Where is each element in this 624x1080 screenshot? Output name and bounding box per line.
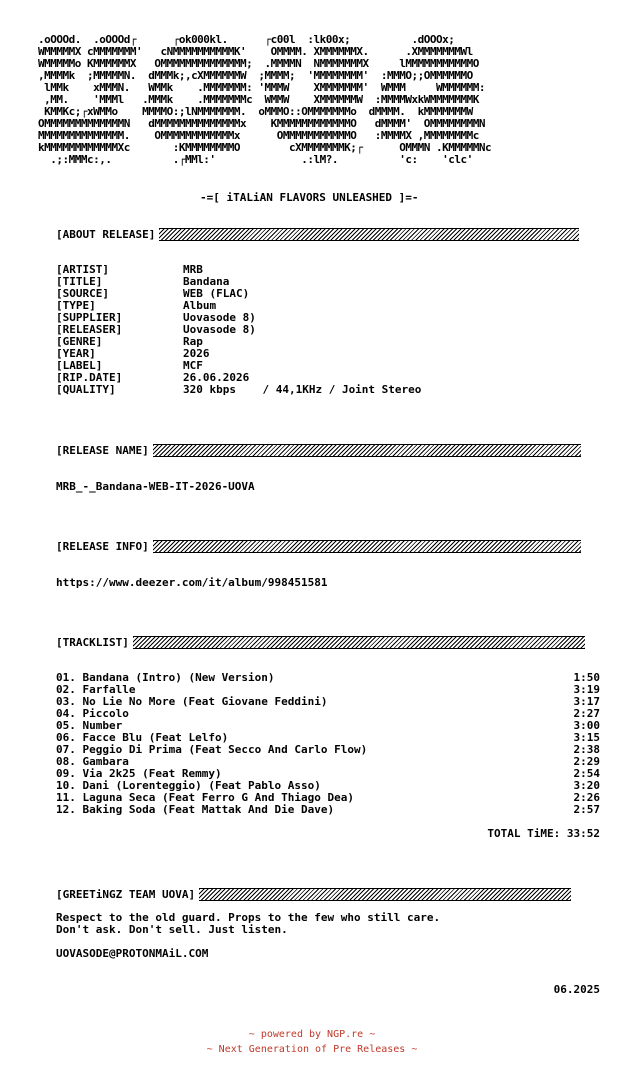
track-time: 2:27 <box>573 707 600 720</box>
about-table <box>56 264 421 396</box>
track-title: 04. Piccolo <box>56 707 129 720</box>
hatch-divider <box>153 444 581 457</box>
track-title: 10. Dani (Lorenteggio) (Feat Pablo Asso) <box>56 779 321 792</box>
track-title: 02. Farfalle <box>56 683 136 696</box>
track-title: 01. Bandana (Intro) (New Version) <box>56 671 275 684</box>
release-name-text: MRB_-_Bandana-WEB-IT-2026-UOVA <box>56 480 255 493</box>
about-key: [SUPPLIER] <box>56 311 123 324</box>
track-title: 03. No Lie No More (Feat Giovane Feddini) <box>56 695 328 708</box>
section-label: [GREETiNGZ TEAM UOVA] <box>56 887 196 901</box>
hatch-divider <box>133 636 585 649</box>
about-value: WEB (FLAC) <box>183 287 250 300</box>
track-time: 3:20 <box>573 779 600 792</box>
about-row <box>56 336 421 348</box>
tagline: -=[ iTALiAN FLAVORS UNLEASHED ]=- <box>200 191 419 204</box>
about-value: MRB <box>183 263 203 276</box>
section-header-about <box>56 227 579 241</box>
hatch-divider <box>159 228 579 241</box>
about-key: [TITLE] <box>56 275 103 288</box>
track-row <box>56 744 600 756</box>
track-time: 3:17 <box>573 695 600 708</box>
track-time: 3:15 <box>573 731 600 744</box>
track-row <box>56 672 600 684</box>
track-title: 09. Via 2k25 (Feat Remmy) <box>56 767 222 780</box>
contact-email[interactable]: UOVASODE@PROTONMAiL.COM <box>56 947 209 960</box>
track-time: 2:57 <box>573 803 600 816</box>
track-time: 3:19 <box>573 683 600 696</box>
about-value: Bandana <box>183 275 230 288</box>
footer-tagline: ~ Next Generation of Pre Releases ~ <box>206 1044 418 1055</box>
about-row <box>56 264 421 276</box>
about-value: Uovasode 8) <box>183 311 256 324</box>
release-info-url[interactable]: https://www.deezer.com/it/album/998451581 <box>56 576 328 589</box>
hatch-divider <box>153 540 581 553</box>
track-title: 12. Baking Soda (Feat Mattak And Die Dave) <box>56 803 335 816</box>
track-row <box>56 804 600 816</box>
track-time: 2:29 <box>573 755 600 768</box>
greetings-line: Respect to the old guard. Props to the few who still care. <box>56 911 441 924</box>
about-value: 2026 <box>183 347 210 360</box>
about-key: [YEAR] <box>56 347 96 360</box>
track-title: 11. Laguna Seca (Feat Ferro G And Thiago Dea) <box>56 791 355 804</box>
section-label: [TRACKLIST] <box>56 635 129 649</box>
about-row <box>56 384 421 396</box>
about-value: Uovasode 8) <box>183 323 256 336</box>
section-label: [RELEASE INFO] <box>56 539 149 553</box>
section-header-tracklist <box>56 635 585 649</box>
section-label: [ABOUT RELEASE] <box>56 227 156 241</box>
about-key: [RELEASER] <box>56 323 123 336</box>
about-key: [RIP.DATE] <box>56 371 123 384</box>
footer-powered-by[interactable]: ~ powered by NGP.re ~ <box>248 1029 376 1040</box>
about-key: [SOURCE] <box>56 287 109 300</box>
total-time: TOTAL TiME: 33:52 <box>487 827 600 840</box>
ascii-logo: .oOOOd. .oOOOd┌ ┌ok000kl. ┌c00l :lk00x; .dOOOx; WMMMMMX cMMMMMMM' cNMMMMMMMMMMK' OMMMM. XMMMMMMX. .XMMMMMMMWl WMMMMMo KMMMMMMX OMMMMMMMMMMMMMM; .MMMMN NMMMMMMMX lMMMMMMMMMMMO ,MMMMk ;MMMMMN. dMMMk;,cXMMMMMMW ;MMMM; 'MMMMMMMM' :MMMO;;OMMMMMMO lMMk xMMMN. WMMk .MMMMMMM: 'MMMW XMMMMMMM' WMMM WMMMMMM: ,MM. 'MMMl .MMMk .MMMMMMMc WMMW XMMMMMMW :MMMMWxkWMMMMMMMK KMMKc;┌xWMMo MMMMO:;lNMMMMMMM. oMMMO::OMMMMMMMo dMMMM. kMMMMMMMW OMMMMMMMMMMMMMN dMMMMMMMMMMMMMMx KMMMMMMMMMMMMO dMMMM' OMMMMMMMMN MMMMMMMMMMMMMM. OMMMMMMMMMMMMx OMMMMMMMMMMMO :MMMMX ,MMMMMMMMc kMMMMMMMMMMMMXc :KMMMMMMMMO cXMMMMMMMK;┌ OMMMN .KMMMMMNc .;:MMMc:,. .┌MMl:' .:lM?. 'c: 'clc' <box>38 33 492 166</box>
track-title: 05. Number <box>56 719 123 732</box>
track-time: 2:26 <box>573 791 600 804</box>
tracklist <box>56 672 600 816</box>
about-row <box>56 348 421 360</box>
track-time: 2:38 <box>573 743 600 756</box>
about-key: [QUALITY] <box>56 383 116 396</box>
about-key: [LABEL] <box>56 359 103 372</box>
section-header-greetings <box>56 887 571 901</box>
about-value: 26.06.2026 <box>183 371 250 384</box>
about-value: 320 kbps / 44,1KHz / Joint Stereo <box>183 383 422 396</box>
track-title: 08. Gambara <box>56 755 129 768</box>
section-label: [RELEASE NAME] <box>56 443 149 457</box>
track-row <box>56 696 600 708</box>
section-header-release-info <box>56 539 581 553</box>
about-value: Rap <box>183 335 203 348</box>
track-time: 3:00 <box>573 719 600 732</box>
about-key: [GENRE] <box>56 335 103 348</box>
about-key: [ARTIST] <box>56 263 109 276</box>
about-row <box>56 288 421 300</box>
hatch-divider <box>199 888 571 901</box>
about-key: [TYPE] <box>56 299 96 312</box>
track-title: 06. Facce Blu (Feat Lelfo) <box>56 731 229 744</box>
release-date: 06.2025 <box>553 983 600 996</box>
about-value: MCF <box>183 359 203 372</box>
about-value: Album <box>183 299 217 312</box>
greetings-text <box>56 912 440 960</box>
track-time: 2:54 <box>573 767 600 780</box>
greetings-line: Don't ask. Don't sell. Just listen. <box>56 923 288 936</box>
track-title: 07. Peggio Di Prima (Feat Secco And Carlo Flow) <box>56 743 368 756</box>
section-header-release-name <box>56 443 581 457</box>
track-row <box>56 708 600 720</box>
track-time: 1:50 <box>573 671 600 684</box>
about-row <box>56 324 421 336</box>
